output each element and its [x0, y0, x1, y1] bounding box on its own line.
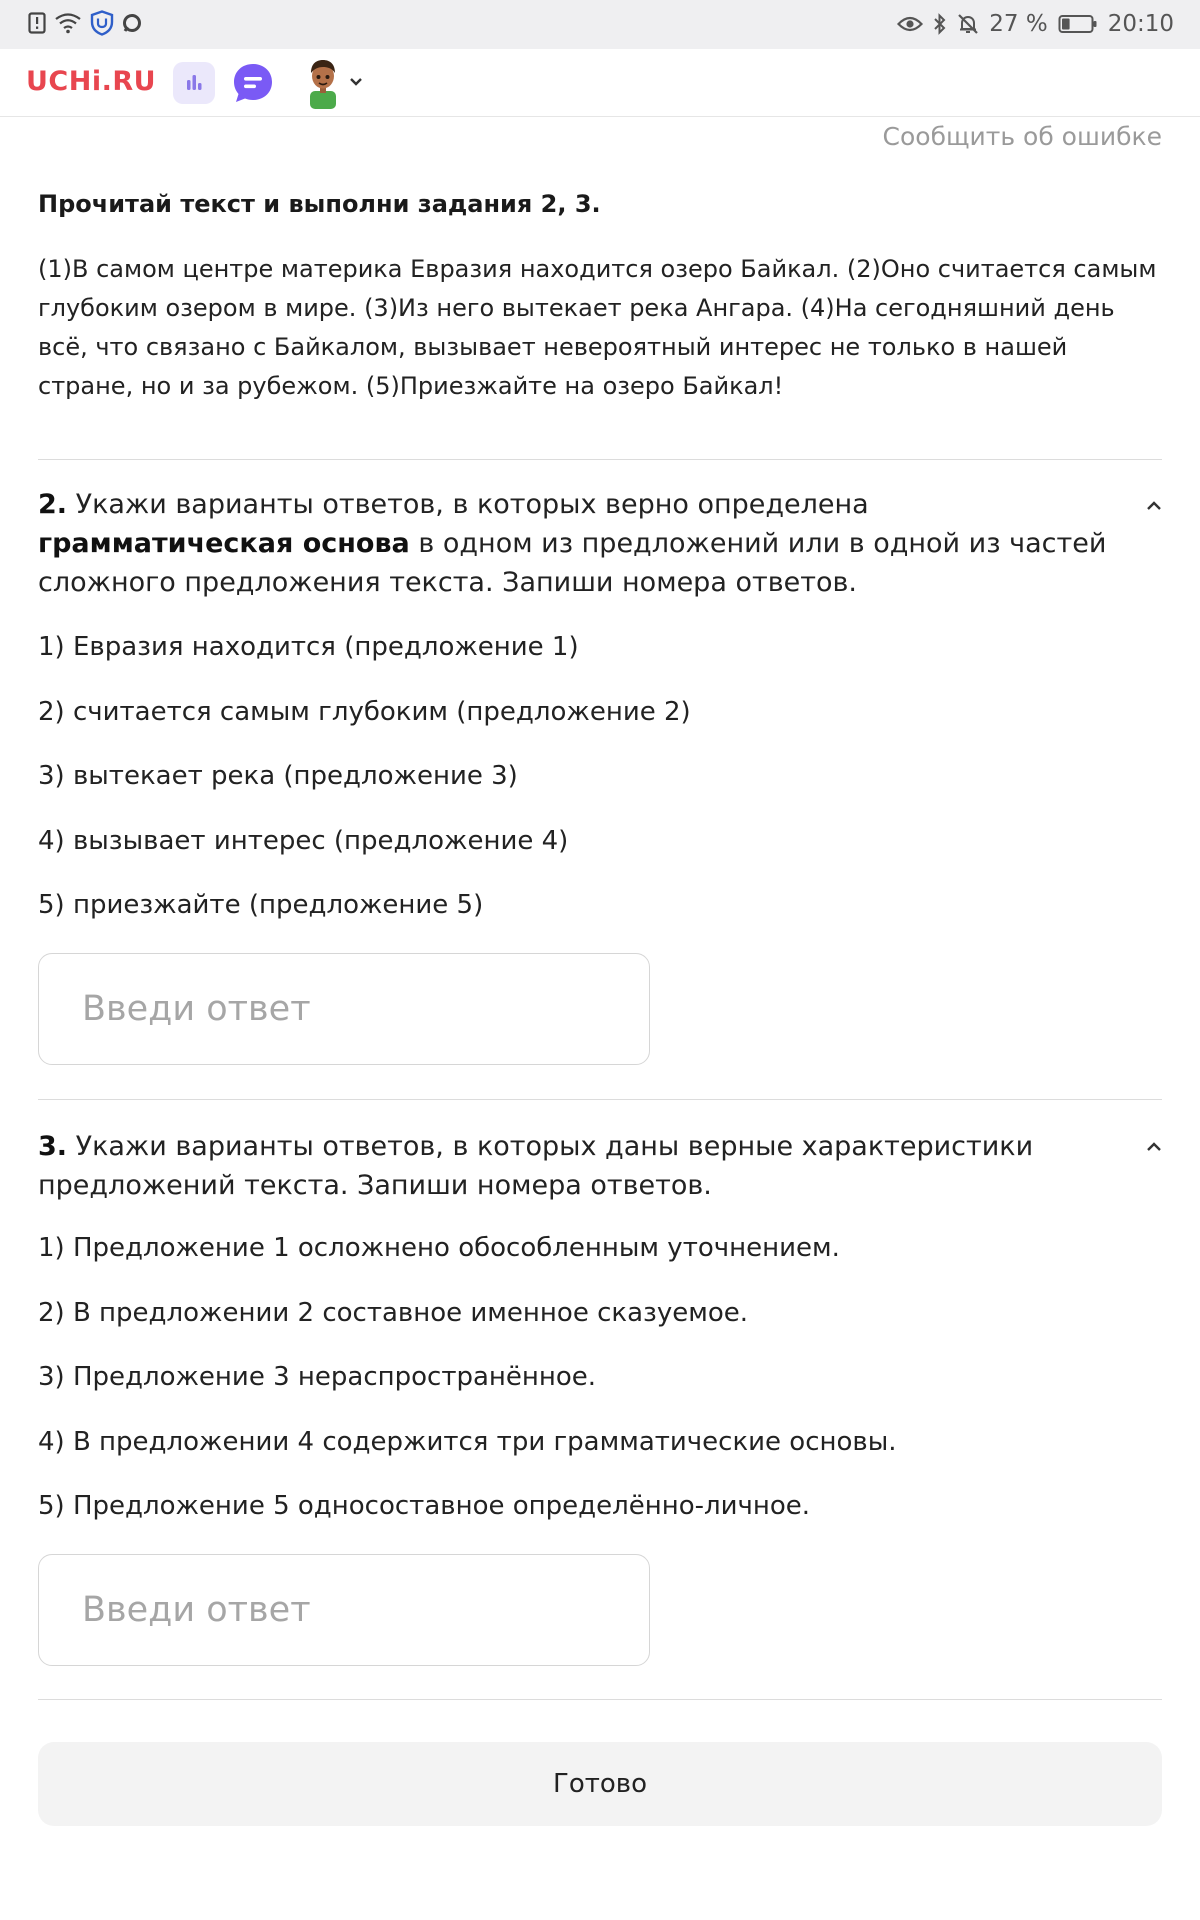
- report-error-link[interactable]: Сообщить об ошибке: [882, 122, 1162, 151]
- battery-icon: [1058, 14, 1098, 34]
- option-item: 3) Предложение 3 нераспространённое.: [38, 1362, 597, 1392]
- question-text: Укажи варианты ответов, в которых верно определена: [67, 489, 869, 520]
- option-item: 5) Предложение 5 односоставное определённо-личное.: [38, 1491, 811, 1521]
- question-2-collapse-chevron-up-icon[interactable]: [1144, 499, 1164, 513]
- stats-button[interactable]: [173, 62, 215, 104]
- wifi-icon: [54, 12, 82, 34]
- eye-icon: [897, 15, 923, 33]
- question-3-collapse-chevron-up-icon[interactable]: [1144, 1140, 1164, 1154]
- chat-bubble-icon: [231, 61, 275, 105]
- option-item: 4) В предложении 4 содержится три грамматические основы.: [38, 1426, 897, 1457]
- option-item: 2) В предложении 2 составное именное сказуемое.: [38, 1297, 748, 1328]
- app-header: [0, 49, 1200, 117]
- alert-icon: [28, 12, 46, 34]
- chat-button[interactable]: [231, 61, 275, 105]
- option-item: 1) Предложение 1 осложнено обособленным уточнением.: [38, 1233, 840, 1263]
- question-3-options: [38, 1228, 1138, 1551]
- shield-icon: [90, 10, 114, 36]
- status-time: 20:10: [1107, 11, 1174, 37]
- status-icons-left: [28, 10, 142, 36]
- bluetooth-icon: [933, 13, 947, 35]
- reading-task-title: Прочитай текст и выполни задания 2, 3.: [38, 190, 601, 218]
- uchi-ru-logo[interactable]: UCHi.RU: [26, 66, 157, 97]
- bar-chart-icon: [173, 62, 215, 104]
- message-circle-icon: [122, 13, 142, 33]
- question-2-prompt: [38, 485, 1118, 602]
- question-number: 3.: [38, 1131, 68, 1162]
- status-bar: [0, 0, 1200, 49]
- divider: [38, 1099, 1162, 1100]
- question-text-continued: в одном из предложений или в одной из частей сложного предложения текста. Запиши номера ответов.: [38, 528, 1107, 598]
- question-2-options: [38, 627, 1138, 950]
- question-text: Укажи варианты ответов, в которых даны верные характеристики предложений текста. Запиши номера ответов.: [38, 1131, 1034, 1201]
- bell-off-icon: [957, 13, 979, 35]
- done-button[interactable]: Готово: [38, 1742, 1162, 1826]
- option-item: 3) вытекает река (предложение 3): [38, 761, 518, 791]
- option-item: 2) считается самым глубоким (предложение 2): [38, 696, 691, 727]
- status-icons-right: [897, 11, 1174, 37]
- chevron-down-icon[interactable]: [347, 75, 365, 89]
- reading-passage: (1)В самом центре материка Евразия находится озеро Байкал. (2)Оно считается самым глубоким озером в мире. (3)Из него вытекает река Ангара. (4)На сегодняшний день всё, что связано с Байкалом, вызывает невероятный интерес не только в нашей стране, но и за рубежом. (5)Приезжайте на озеро Байкал!: [38, 255, 1157, 400]
- battery-percentage: 27 %: [989, 11, 1048, 37]
- divider: [38, 459, 1162, 460]
- option-item: 4) вызывает интерес (предложение 4): [38, 825, 569, 856]
- option-item: 5) приезжайте (предложение 5): [38, 890, 484, 920]
- question-2-answer-input[interactable]: [38, 953, 650, 1065]
- option-item: 1) Евразия находится (предложение 1): [38, 632, 579, 662]
- question-bold-term: грамматическая основа: [38, 528, 410, 559]
- user-avatar[interactable]: [301, 57, 345, 109]
- avatar-icon: [301, 57, 345, 109]
- question-number: 2.: [38, 489, 68, 520]
- divider: [38, 1699, 1162, 1700]
- question-3-answer-input[interactable]: [38, 1554, 650, 1666]
- question-3-prompt: [38, 1127, 1118, 1205]
